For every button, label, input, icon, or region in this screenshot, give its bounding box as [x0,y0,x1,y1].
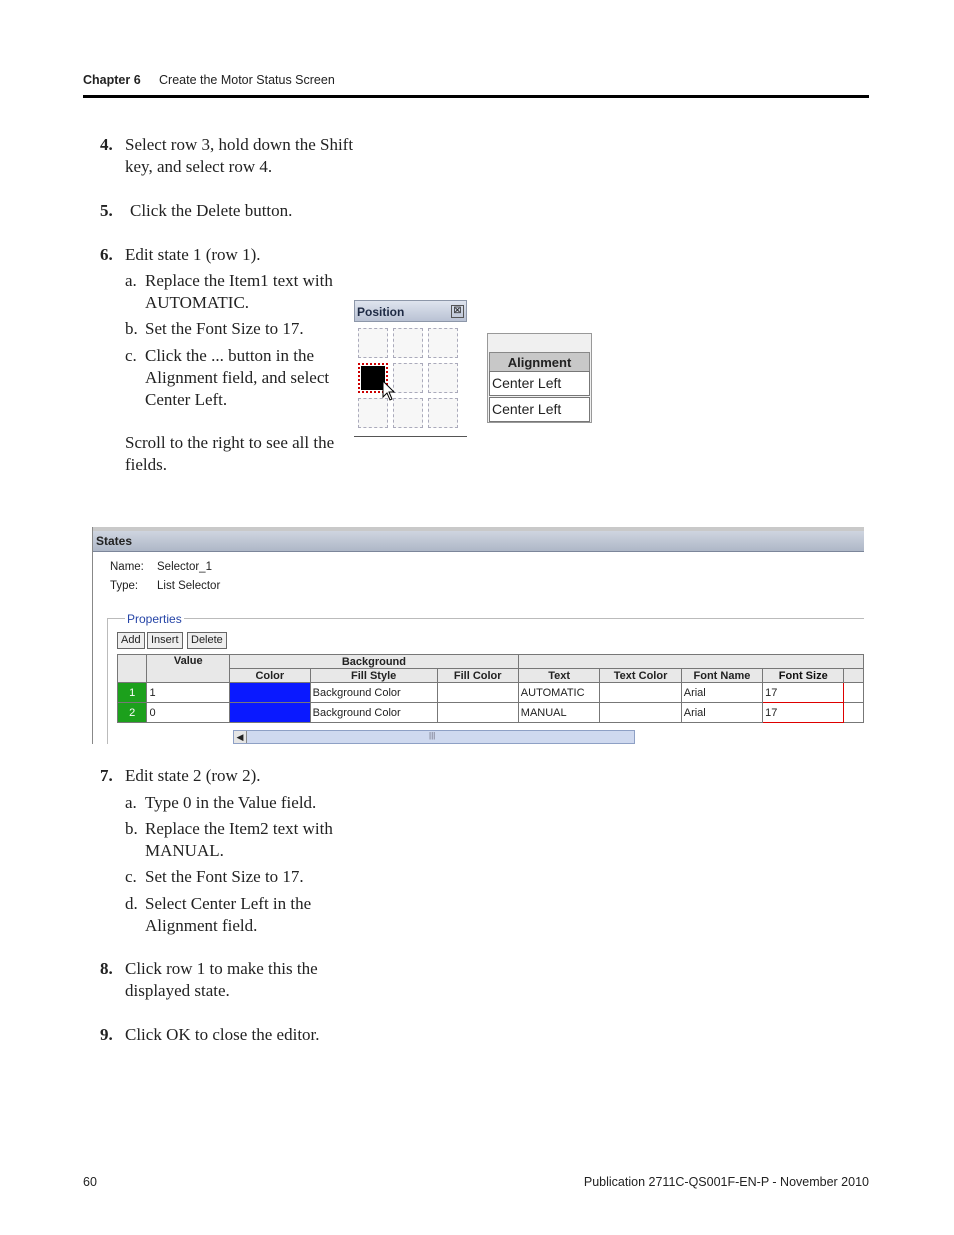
color-header: Color [230,669,311,683]
step-text: Select row 3, hold down the Shift key, and select row 4. [125,135,354,176]
text-color-header: Text Color [600,669,681,683]
table-row[interactable] [118,683,864,703]
sub-text: Type 0 in the Value field. [145,793,317,812]
sub-text: Replace the Item2 text with MANUAL. [145,819,333,860]
publication-info: Publication 2711C-QS001F-EN-P - November 2010 [583,1175,869,1189]
fill-color-cell[interactable] [437,703,518,723]
sub-letter: b. [125,819,138,838]
states-editor [92,527,864,744]
type-label: Type: [110,580,139,592]
value-header: Value [147,655,230,683]
font-size-cell[interactable]: 17 [763,703,844,723]
step-number: 8. [100,959,113,978]
alignment-row-2[interactable]: Center Left [489,397,590,422]
alignment-header: Alignment [489,352,590,373]
position-top-center[interactable] [393,328,423,358]
properties-group-edge [107,618,108,744]
sub-letter: c. [125,346,137,365]
delete-button[interactable]: Delete [187,632,227,649]
position-panel [354,300,467,437]
name-value: Selector_1 [157,561,212,573]
sub-text: Click the ... button in the Alignment field, and select Center Left. [145,346,330,409]
fill-style-header: Fill Style [310,669,437,683]
step-number: 9. [100,1025,113,1044]
text-header: Text [518,669,600,683]
row-number-header [118,655,147,683]
type-value: List Selector [157,580,221,592]
header-rule [83,95,869,98]
step-number: 5. [100,201,113,220]
step-text: Click OK to close the editor. [125,1025,320,1044]
fill-color-header: Fill Color [437,669,518,683]
fill-style-cell[interactable]: Background Color [310,703,437,723]
font-size-header: Font Size [763,669,844,683]
text-cell[interactable]: AUTOMATIC [518,683,600,703]
header-row-sub [118,669,864,683]
value-cell[interactable]: 0 [147,703,230,723]
close-icon[interactable]: ⊠ [451,305,464,318]
states-title: States [93,531,864,552]
page-header [83,73,335,87]
fill-style-cell[interactable]: Background Color [310,683,437,703]
scroll-left-icon[interactable]: ◀ [234,731,247,743]
chapter-label: Chapter 6 [83,73,141,87]
scroll-note: Scroll to the right to see all the fields. [125,433,335,474]
states-table [117,654,864,723]
table-row[interactable] [118,703,864,723]
step-number: 6. [100,245,113,264]
alignment-row-1[interactable]: Center Left [489,371,590,396]
font-name-header: Font Name [681,669,762,683]
sub-letter: c. [125,867,137,886]
page-number: 60 [83,1175,97,1189]
font-name-cell[interactable]: Arial [681,683,762,703]
name-label: Name: [110,561,144,573]
horizontal-scrollbar[interactable] [233,730,635,744]
properties-group-line [107,618,864,619]
chapter-title: Create the Motor Status Screen [159,73,335,87]
row-number[interactable]: 1 [118,683,147,703]
step-text: Edit state 1 (row 1). [125,245,261,264]
position-center-right[interactable] [428,363,458,393]
position-top-right[interactable] [428,328,458,358]
step-number: 7. [100,766,113,785]
value-cell[interactable]: 1 [147,683,230,703]
alignment-box [487,333,592,423]
mouse-pointer-icon [382,380,396,402]
background-header: Background [230,655,519,669]
position-top-left[interactable] [358,328,388,358]
overflow-cell [844,683,864,703]
position-bottom-center[interactable] [393,398,423,428]
color-cell[interactable] [230,703,311,723]
scroll-grip[interactable]: ||| [429,731,436,740]
step-number: 4. [100,135,113,154]
sub-letter: b. [125,319,138,338]
sub-text: Select Center Left in the Alignment field. [145,894,312,935]
position-panel-title: Position [354,300,467,322]
overflow-header [844,669,864,683]
text-color-cell[interactable] [600,703,681,723]
font-size-cell[interactable]: 17 [763,683,844,703]
position-center[interactable] [393,363,423,393]
panel-divider [354,436,467,437]
header-row-top [118,655,864,669]
sub-text: Replace the Item1 text with AUTOMATIC. [145,271,333,312]
step-text: Click the Delete button. [130,201,293,220]
sub-letter: a. [125,271,137,290]
text-color-cell[interactable] [600,683,681,703]
row-number[interactable]: 2 [118,703,147,723]
font-name-cell[interactable]: Arial [681,703,762,723]
sub-text: Set the Font Size to 17. [145,867,304,886]
properties-label: Properties [127,612,182,626]
step-text: Edit state 2 (row 2). [125,766,261,785]
fill-color-cell[interactable] [437,683,518,703]
sub-letter: d. [125,894,138,913]
sub-text: Set the Font Size to 17. [145,319,304,338]
add-button[interactable]: Add [117,632,145,649]
sub-letter: a. [125,793,137,812]
position-bottom-left[interactable] [358,398,388,428]
insert-button[interactable]: Insert [147,632,183,649]
blank-header [518,655,863,669]
position-bottom-right[interactable] [428,398,458,428]
overflow-cell [844,703,864,723]
color-cell[interactable] [230,683,311,703]
text-cell[interactable]: MANUAL [518,703,600,723]
step-text: Click row 1 to make this the displayed state. [125,959,318,1000]
